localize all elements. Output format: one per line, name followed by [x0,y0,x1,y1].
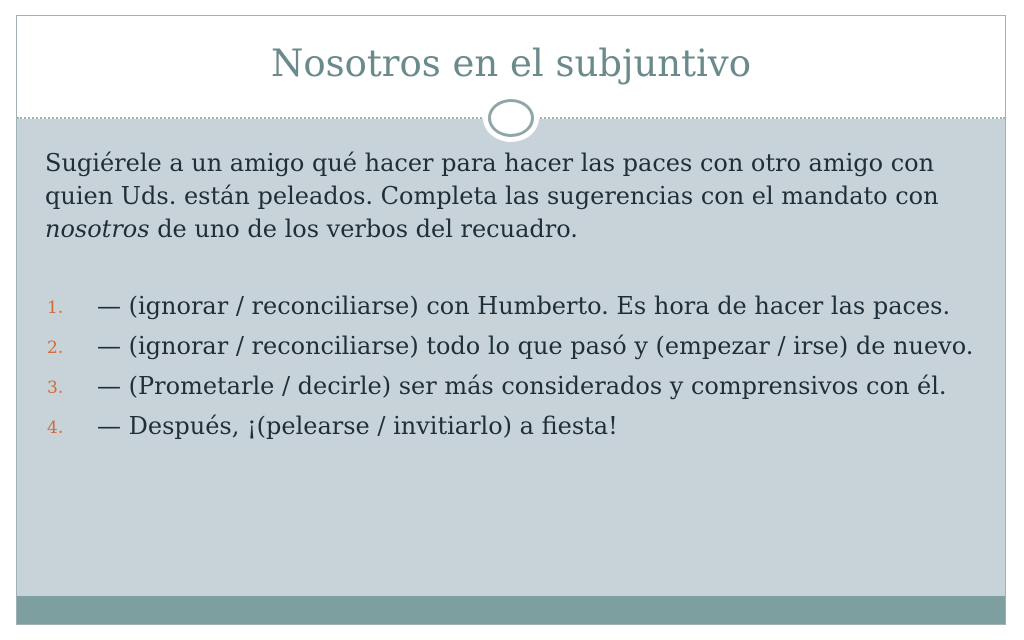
list-item [45,410,980,442]
list-item-text: — Después, ¡(pelearse / invitiarlo) a fiesta! [97,412,618,440]
bottom-band [17,596,1005,624]
list-item [45,370,980,402]
list-item-text: — (Prometarle / decirle) ser más considerados y comprensivos con él. [97,372,947,400]
list-item [45,290,980,322]
list-item-text: — (ignorar / reconciliarse) con Humberto. Es hora de hacer las paces. [97,292,951,320]
circle-ornament-icon [483,94,539,142]
list-item-text: — (ignorar / reconciliarse) todo lo que pasó y (empezar / irse) de nuevo. [97,332,974,360]
list-item-number: 1. [47,298,64,318]
instructions-text-before: Sugiérele a un amigo qué hacer para hacer las paces con otro amigo con quien Uds. están peleados. Completa las sugerencias con el mandato con [45,149,939,210]
circle-ornament-inner [488,99,534,137]
slide-title: Nosotros en el subjuntivo [271,42,751,85]
instructions-text-after: de uno de los verbos del recuadro. [149,215,578,243]
list-item [45,330,980,362]
instructions-emphasis: nosotros [45,215,150,243]
slide [16,15,1006,625]
instructions-paragraph [45,147,975,246]
list-item-number: 3. [47,378,64,398]
exercise-list [45,290,980,450]
list-item-number: 4. [47,418,64,438]
list-item-number: 2. [47,338,64,358]
